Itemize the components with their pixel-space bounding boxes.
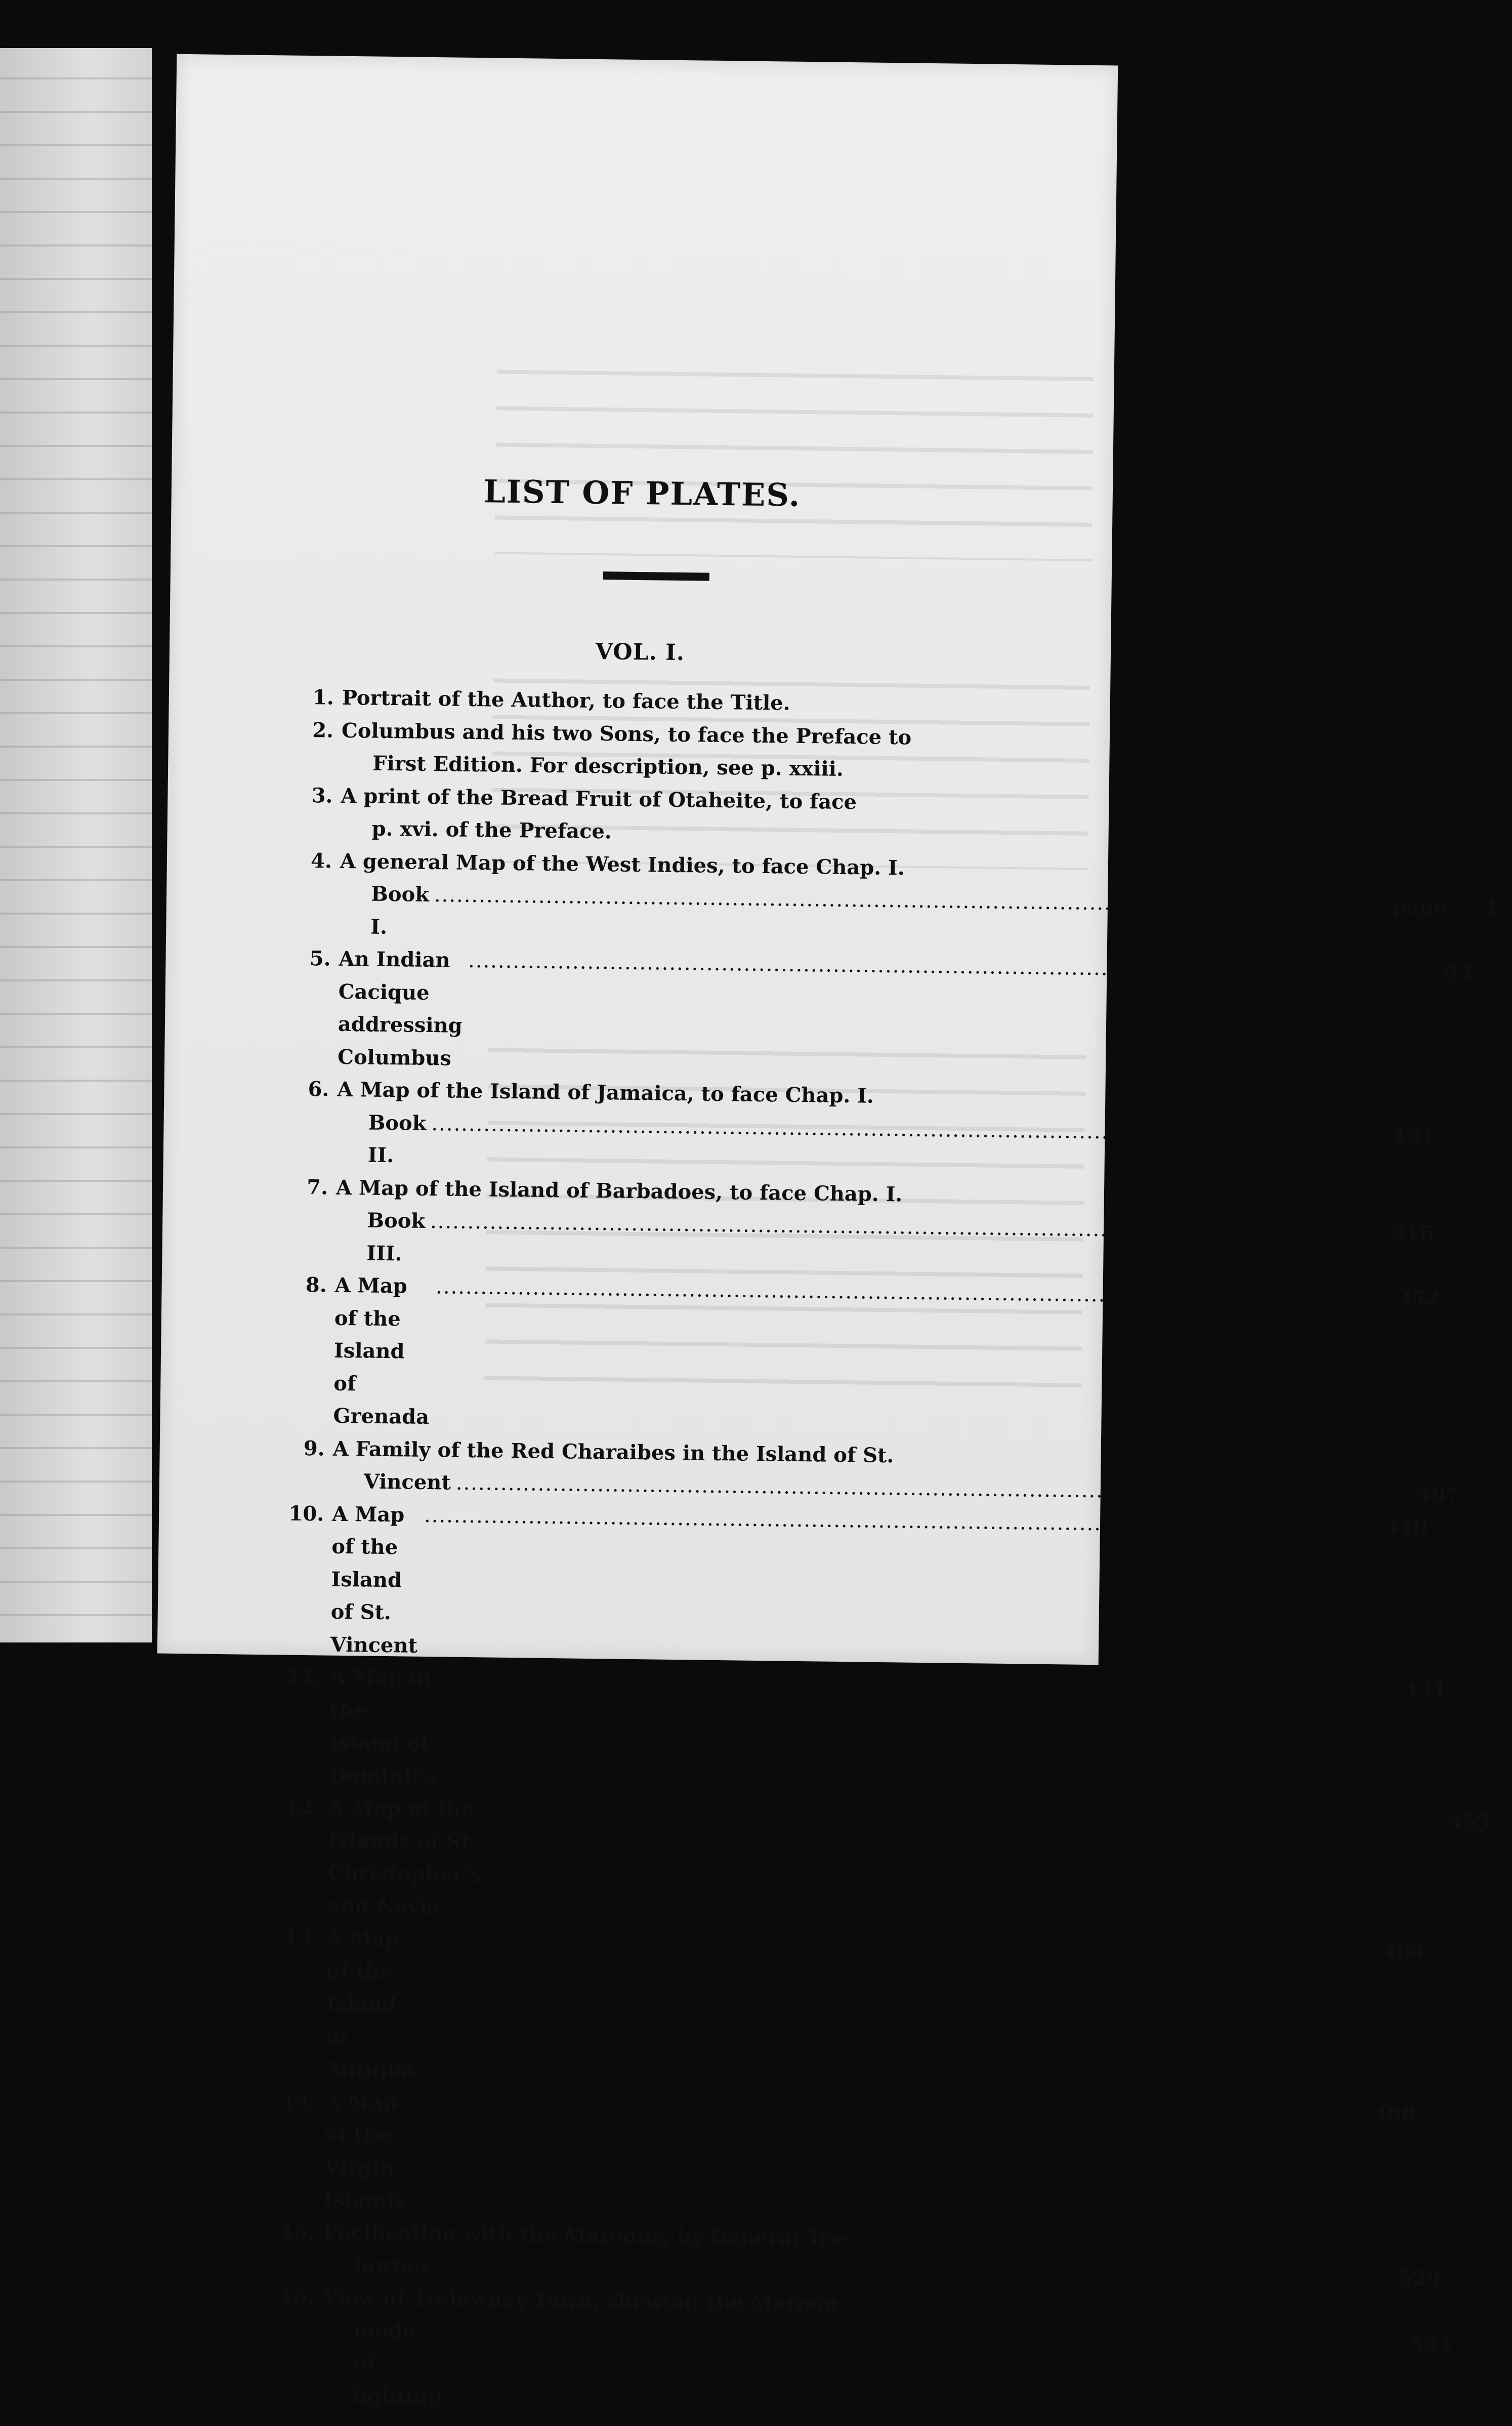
plate-entry xyxy=(281,942,1472,1081)
plate-description: View of Trelawney Town, shewing the Maroon xyxy=(322,2285,838,2316)
plate-description: A Map of the Island of Antigua xyxy=(325,1926,415,2082)
plate-description: A Map of the Island of St. Vincent xyxy=(330,1502,418,1658)
plate-description: Book I. xyxy=(370,882,430,939)
plate-entry xyxy=(272,1660,1447,1799)
page-number: 352 xyxy=(1397,1286,1440,1311)
plate-line xyxy=(327,1792,1491,1937)
list-of-plates xyxy=(157,54,1499,2409)
plate-entry xyxy=(264,2281,1452,2419)
page-number: 553 xyxy=(1409,2331,1452,2356)
plate-description: A Family of the Red Charaibes in the Island of St. xyxy=(332,1436,894,1467)
adjacent-page-bleed xyxy=(0,48,152,1642)
page-word: page xyxy=(1392,894,1447,919)
plate-body xyxy=(330,1498,1428,1674)
plate-body xyxy=(335,1171,1435,1283)
plate-number: 8. xyxy=(305,1273,327,1297)
plate-body xyxy=(327,1792,1491,1937)
plate-line xyxy=(330,1498,1428,1674)
page-number: 151 xyxy=(1393,1123,1436,1147)
page-number: 484 xyxy=(1382,1939,1425,1964)
page-title: LIST OF PLATES. xyxy=(483,473,801,514)
plate-number: 16. xyxy=(279,2285,315,2309)
plate-body xyxy=(339,845,1500,957)
plate-description: A Map of the Islands of St. Christopher's and Nevis xyxy=(327,1795,481,1919)
plate-entry xyxy=(267,2085,1416,2224)
plate-number: 2. xyxy=(312,718,334,743)
plate-entry xyxy=(268,1921,1425,2093)
plate-description: A Map of the Island of Jamaica, to face Chap. I. xyxy=(337,1077,874,1108)
page-number: 431 xyxy=(1404,1678,1447,1703)
page-number: 529 xyxy=(1398,2266,1441,2290)
page-number: 1 xyxy=(1485,895,1499,920)
plate-description: p. xvi. of the Preface. xyxy=(371,816,612,844)
plate-entry xyxy=(276,1268,1440,1440)
plate-description: Vincent xyxy=(363,1469,451,1495)
page-number: 93 xyxy=(1443,960,1472,985)
plate-entry xyxy=(266,2215,1441,2290)
plate-number: 5. xyxy=(309,947,331,971)
plate-body xyxy=(325,1922,1425,2099)
plate-body xyxy=(323,2085,1415,2229)
plate-body xyxy=(338,943,1472,1087)
book-page xyxy=(157,54,1499,2409)
page-number: 407 xyxy=(1417,1482,1460,1507)
plate-entry xyxy=(282,844,1499,951)
plate-entry xyxy=(278,1171,1434,1277)
plate-body xyxy=(336,1074,1436,1185)
plate-description: mode of fighting xyxy=(352,2318,443,2409)
plate-entry xyxy=(284,714,953,787)
plate-description: lawney xyxy=(354,2253,432,2278)
page-number: 498 xyxy=(1373,2102,1416,2127)
plate-line xyxy=(328,1661,1447,1805)
volume-heading: VOL. I. xyxy=(595,638,685,666)
plate-body xyxy=(321,2281,1452,2425)
plate-body xyxy=(341,714,953,787)
plate-description: An Indian Cacique addressing Columbus xyxy=(337,947,463,1071)
plate-number: 1. xyxy=(312,685,334,710)
plate-number: 6. xyxy=(308,1077,329,1101)
plate-entry xyxy=(270,1791,1491,1929)
page-number: 453 xyxy=(1448,1809,1491,1834)
plate-number: 10. xyxy=(288,1501,324,1526)
plates-list xyxy=(264,681,1499,2419)
plate-description: Pacification with the Maroons, by General Tre- xyxy=(323,2220,852,2250)
plate-number: 15. xyxy=(279,2219,316,2244)
plate-line xyxy=(321,2314,1452,2426)
plate-body xyxy=(333,1269,1440,1446)
plate-number: 12. xyxy=(285,1795,321,1820)
plate-description: Book III. xyxy=(366,1208,426,1265)
plate-number: 11. xyxy=(286,1664,322,1689)
plate-number: 4. xyxy=(310,848,332,873)
plate-entry xyxy=(283,779,952,852)
plate-description: A Map of the Island of Grenada xyxy=(333,1273,430,1429)
plate-entry xyxy=(274,1497,1428,1669)
plate-line xyxy=(333,1269,1440,1446)
title-rule xyxy=(603,571,709,581)
plate-number: 14. xyxy=(281,2089,317,2113)
page-number: 316 xyxy=(1391,1221,1434,1246)
plate-description: A print of the Bread Fruit of Otaheite, to face xyxy=(341,784,857,814)
plate-number: 7. xyxy=(306,1175,328,1200)
plate-number: 3. xyxy=(311,783,333,808)
plate-body xyxy=(340,779,952,852)
plate-line xyxy=(338,943,1472,1087)
plate-description: A Map of the Virgin Islands xyxy=(323,2089,406,2212)
plate-description: First Edition. For description, see p. xxiii. xyxy=(372,751,844,781)
plate-number: 9. xyxy=(303,1436,325,1461)
plate-body xyxy=(328,1661,1447,1805)
plate-description: A Map of the Island of Dominica xyxy=(328,1665,437,1788)
plate-number: 13. xyxy=(283,1925,319,1950)
plate-description: A Map of the Island of Barbadoes, to face Chap. I. xyxy=(335,1175,903,1206)
plate-description: Columbus and his two Sons, to face the Preface to xyxy=(341,718,912,750)
page-number: 410 xyxy=(1385,1514,1428,1539)
adjacent-page-edge xyxy=(0,48,152,1642)
plate-entry xyxy=(279,1073,1436,1179)
plate-entry xyxy=(276,1432,1460,1507)
plate-line xyxy=(323,2085,1415,2229)
plate-line xyxy=(325,1922,1425,2099)
plate-description: Portrait of the Author, to face the Title. xyxy=(342,685,790,715)
plate-description: A general Map of the West Indies, to face Chap. I. xyxy=(340,849,905,880)
plate-description: Book II. xyxy=(367,1111,427,1168)
